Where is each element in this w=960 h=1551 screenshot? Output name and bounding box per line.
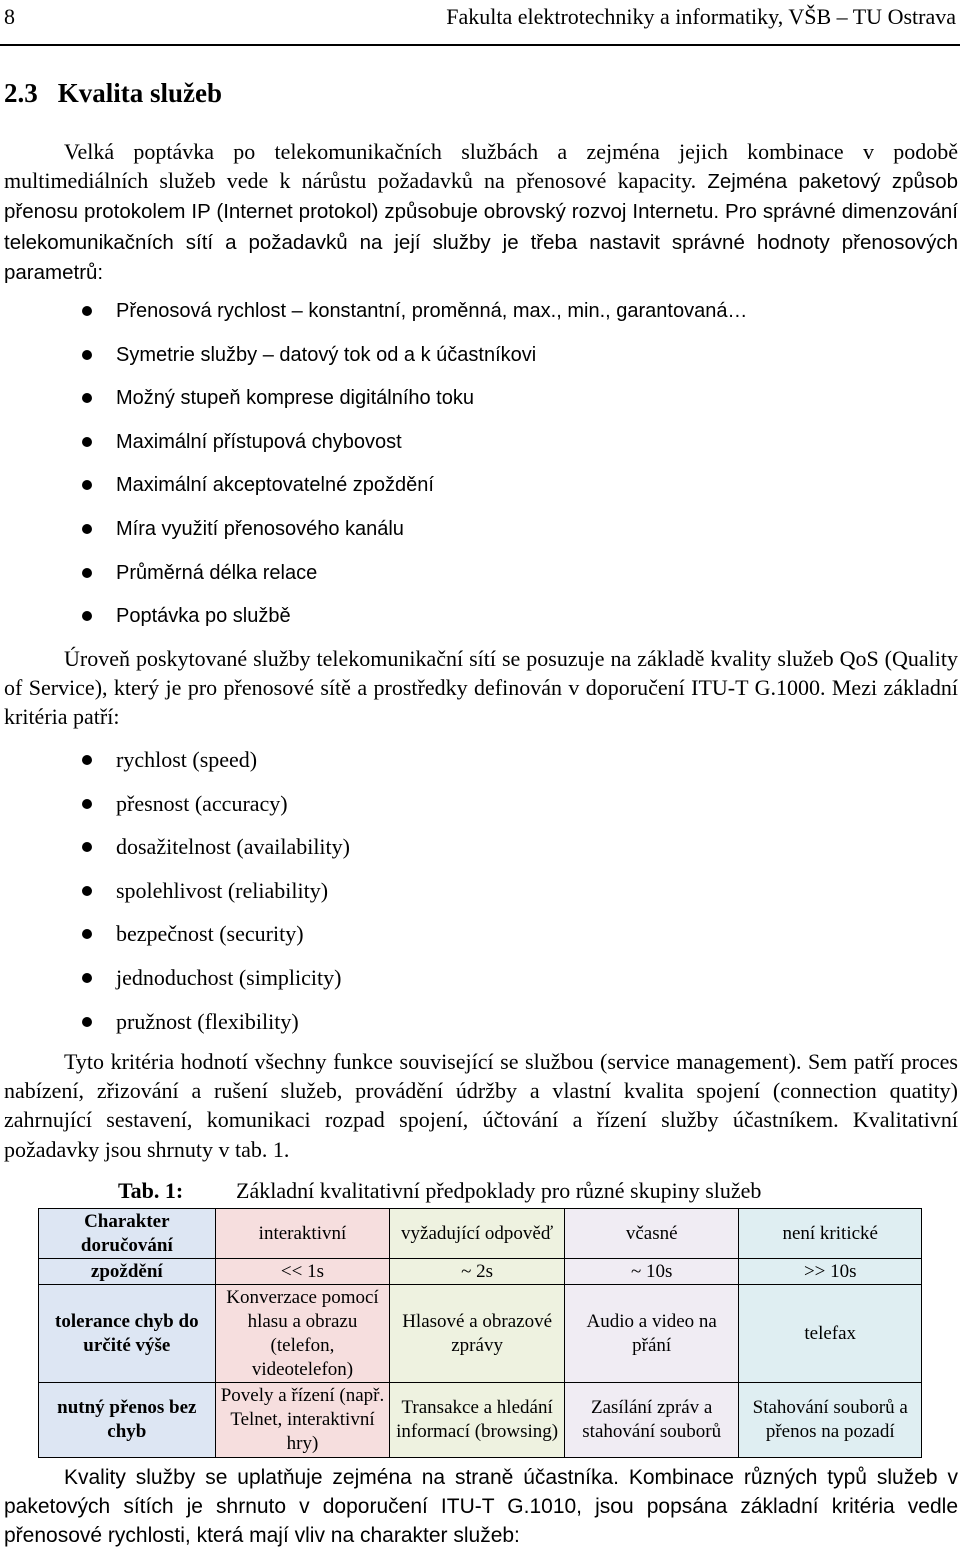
bullet-icon [82, 437, 92, 447]
table-cell: ~ 2s [390, 1259, 565, 1285]
bullet-icon [82, 306, 92, 316]
intro-serif-text: Velká poptávka po telekomunikačních službách a zejména jejich kombinace v podobě multimediálních služeb vede k nárůstu požadavků na přenosové kapacity. [4, 139, 958, 194]
list-item: přesnost (accuracy) [0, 789, 960, 833]
list-item: Průměrná délka relace [0, 558, 960, 602]
intro-paragraph [4, 137, 958, 287]
header-rule [0, 44, 960, 46]
qos-table [38, 1208, 922, 1458]
intro-sans-text: Zejména paketový způsob přenosu protokolem IP (Internet protokol) způsobuje obrovský rozvoj Internetu. Pro správné dimenzování telekomunikačních sítí a požadavků na její služby je třeba nastavit správné hodnoty přenosových parametrů: [4, 170, 958, 284]
bullet-icon [82, 799, 92, 809]
closing-paragraph: Kvality služby se uplatňuje zejména na straně účastníka. Kombinace různých typů služeb v paketových sítích je shrnuto v doporučení ITU-T G.1010, jsou popsána základní kritéria vedle přenosové rychlosti, která mají vliv na charakter služeb: [4, 1466, 958, 1548]
table-cell: vyžadující odpověď [390, 1209, 565, 1259]
table-cell: včasné [564, 1209, 739, 1259]
bullet-icon [82, 524, 92, 534]
list-item: dosažitelnost (availability) [0, 832, 960, 876]
list-item: spolehlivost (reliability) [0, 876, 960, 920]
table-cell: Konverzace pomocí hlasu a obrazu (telefon, videotelefon) [215, 1285, 390, 1383]
qos-paragraph: Úroveň poskytované služby telekomunikační sítí se posuzuje na základě kvality služeb QoS (Quality of Service), který je pro přenosové sítě a prostředky definován v doporučení ITU-T G.1000. Mezi základní kritéria patří: [4, 646, 958, 730]
table-cell: Hlasové a obrazové zprávy [390, 1285, 565, 1383]
bullet-icon [82, 1017, 92, 1027]
bullet-icon [82, 611, 92, 621]
bullet-icon [82, 480, 92, 490]
list-item: Symetrie služby – datový tok od a k účastníkovi [0, 340, 960, 384]
bullet-icon [82, 350, 92, 360]
parameters-list [0, 296, 960, 645]
row-header: zpoždění [39, 1259, 216, 1285]
management-paragraph: Tyto kritéria hodnotí všechny funkce související se službou (service management). Sem patří proces nabízení, zřizování a rušení služeb, provádění údržby a vlastní kvalita spojení (connection quatity) zahrnující sestavení, komunikaci rozpad spojení, účtování a řízení služby účastníkem. Kvalitativní požadavky jsou shrnuty v tab. 1. [4, 1049, 958, 1162]
list-item: pružnost (flexibility) [0, 1007, 960, 1051]
list-item: jednoduchost (simplicity) [0, 963, 960, 1007]
bullet-icon [82, 973, 92, 983]
row-header: tolerance chyb do určité výše [39, 1285, 216, 1383]
table-cell: telefax [739, 1285, 922, 1383]
table-cell: interaktivní [215, 1209, 390, 1259]
bullet-icon [82, 568, 92, 578]
table-cell: Zasílání zpráv a stahování souborů [564, 1383, 739, 1458]
table-cell: ~ 10s [564, 1259, 739, 1285]
table-caption-label: Tab. 1: [118, 1178, 184, 1203]
table-cell: není kritické [739, 1209, 922, 1259]
page-number: 8 [4, 4, 15, 29]
list-item: bezpečnost (security) [0, 919, 960, 963]
table-cell: Stahování souborů a přenos na pozadí [739, 1383, 922, 1458]
bullet-icon [82, 929, 92, 939]
table-cell: >> 10s [739, 1259, 922, 1285]
section-heading [4, 78, 222, 109]
list-item: rychlost (speed) [0, 745, 960, 789]
list-item: Přenosová rychlost – konstantní, proměnná, max., min., garantovaná… [0, 296, 960, 340]
running-title: Fakulta elektrotechniky a informatiky, VŠB – TU Ostrava [446, 4, 956, 29]
section-title: Kvalita služeb [57, 78, 223, 108]
table-row [39, 1383, 922, 1458]
table-cell: Povely a řízení (např. Telnet, interaktivní hry) [215, 1383, 390, 1458]
table-cell: Audio a video na přání [564, 1285, 739, 1383]
row-header: Charakter doručování [39, 1209, 216, 1259]
list-item: Možný stupeň komprese digitálního toku [0, 383, 960, 427]
bullet-icon [82, 886, 92, 896]
list-item: Míra využití přenosového kanálu [0, 514, 960, 558]
table-row [39, 1259, 922, 1285]
list-item: Maximální akceptovatelné zpoždění [0, 470, 960, 514]
bullet-icon [82, 842, 92, 852]
table-cell: << 1s [215, 1259, 390, 1285]
table-row [39, 1285, 922, 1383]
section-number: 2.3 [4, 78, 38, 108]
bullet-icon [82, 393, 92, 403]
criteria-list [0, 745, 960, 1050]
table-row [39, 1209, 922, 1259]
list-item: Poptávka po službě [0, 601, 960, 645]
list-item: Maximální přístupová chybovost [0, 427, 960, 471]
row-header: nutný přenos bez chyb [39, 1383, 216, 1458]
bullet-icon [82, 755, 92, 765]
table-caption-text: Základní kvalitativní předpoklady pro různé skupiny služeb [236, 1178, 762, 1203]
table-cell: Transakce a hledání informací (browsing) [390, 1383, 565, 1458]
